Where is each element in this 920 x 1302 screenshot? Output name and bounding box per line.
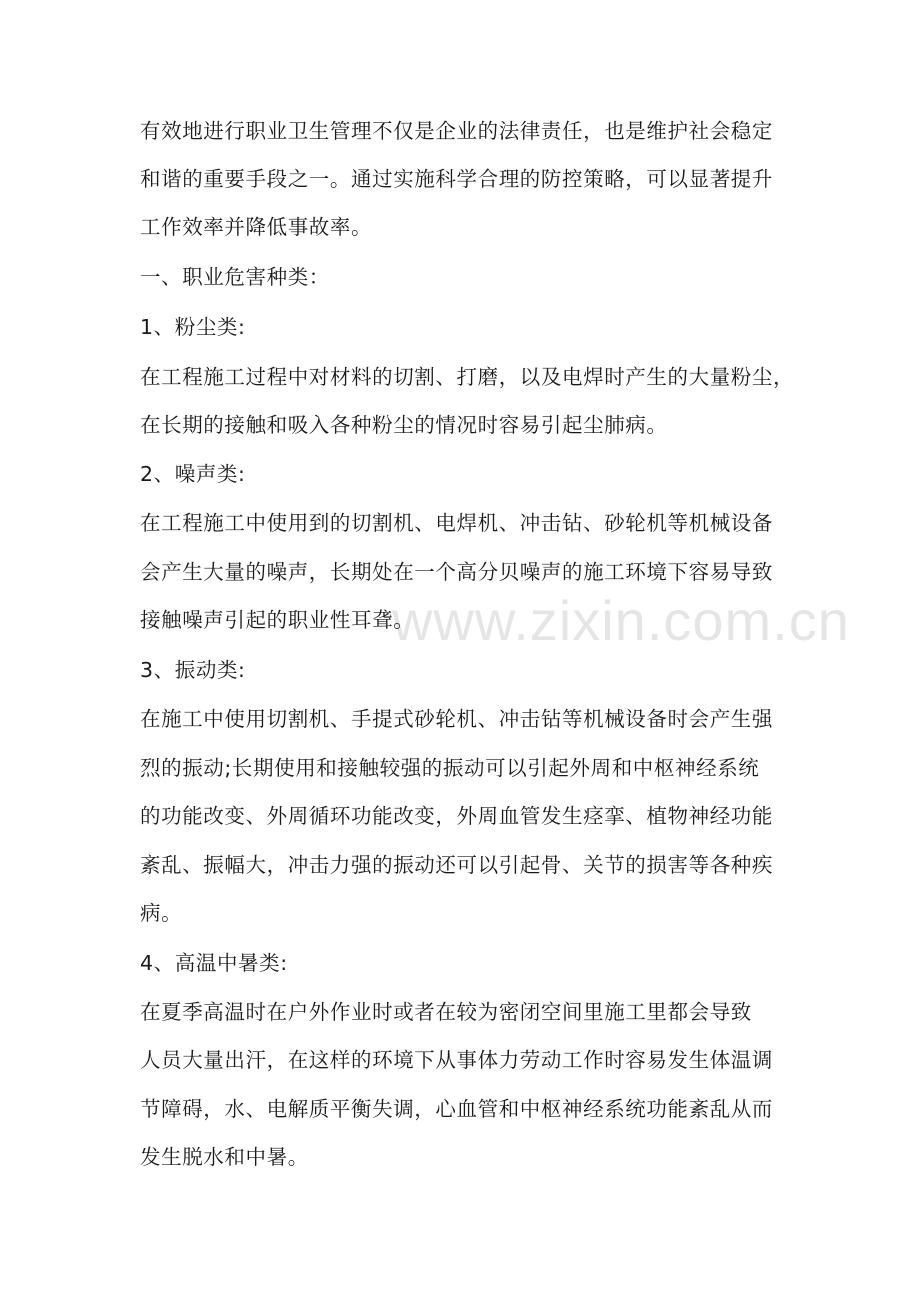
item-4-line-1: 在夏季高温时在户外作业时或者在较为密闭空间里施工里都会导致 bbox=[140, 1000, 752, 1024]
item-2-line-3: 接触噪声引起的职业性耳聋。 bbox=[140, 608, 415, 632]
item-3-line-5: 病。 bbox=[140, 901, 183, 925]
item-1-heading: 1、粉尘类: bbox=[140, 315, 246, 339]
section-heading: 一、职业危害种类： bbox=[140, 265, 330, 289]
item-1-line-1: 在工程施工过程中对材料的切割、打磨，以及电焊时产生的大量粉尘， bbox=[140, 365, 795, 389]
item-4-heading: 4、高温中暑类: bbox=[140, 951, 288, 975]
intro-line-3: 工作效率并降低事故率。 bbox=[140, 215, 373, 239]
item-4-line-4: 发生脱水和中暑。 bbox=[140, 1145, 309, 1169]
item-1-line-2: 在长期的接触和吸入各种粉尘的情况时容易引起尘肺病。 bbox=[140, 413, 668, 437]
item-3-heading: 3、振动类: bbox=[140, 658, 246, 682]
item-3-line-2: 烈的振动;长期使用和接触较强的振动可以引起外周和中枢神经系统 bbox=[140, 756, 760, 780]
item-2-line-1: 在工程施工中使用到的切割机、电焊机、冲击钻、砂轮机等机械设备 bbox=[140, 511, 773, 535]
item-4-line-3: 节障碍，水、电解质平衡失调，心血管和中枢神经系统功能紊乱从而 bbox=[140, 1097, 773, 1121]
item-2-heading: 2、噪声类: bbox=[140, 462, 246, 486]
intro-line-1: 有效地进行职业卫生管理不仅是企业的法律责任，也是维护社会稳定 bbox=[140, 119, 773, 143]
item-2-line-2: 会产生大量的噪声，长期处在一个高分贝噪声的施工环境下容易导致 bbox=[140, 560, 773, 584]
item-3-line-1: 在施工中使用切割机、手提式砂轮机、冲击钻等机械设备时会产生强 bbox=[140, 707, 773, 731]
item-3-line-3: 的功能改变、外周循环功能改变，外周血管发生痉挛、植物神经功能 bbox=[140, 804, 773, 828]
item-3-line-4: 紊乱、振幅大，冲击力强的振动还可以引起骨、关节的损害等各种疾 bbox=[140, 853, 773, 877]
item-4-line-2: 人员大量出汗，在这样的环境下从事体力劳动工作时容易发生体温调 bbox=[140, 1048, 773, 1072]
intro-line-2: 和谐的重要手段之一。通过实施科学合理的防控策略，可以显著提升 bbox=[140, 167, 773, 191]
watermark-text: www.zixin.com.cn bbox=[392, 589, 850, 652]
